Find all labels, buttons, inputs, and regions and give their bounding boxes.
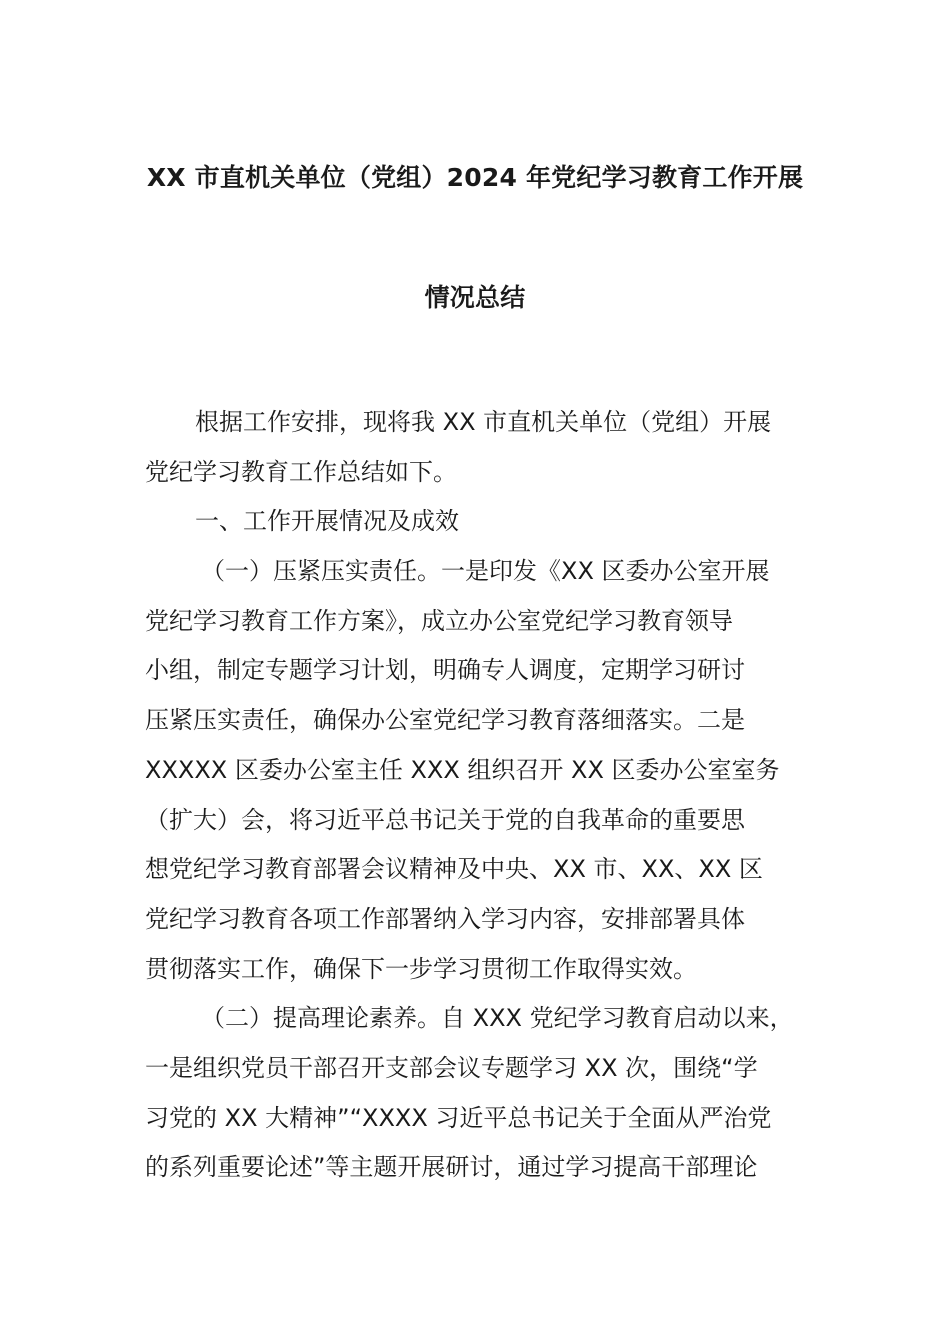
document-body (145, 404, 815, 1199)
paragraph-line: 的系列重要论述”等主题开展研讨，通过学习提高干部理论 (145, 1153, 758, 1182)
section-heading: 一、工作开展情况及成效 (195, 507, 459, 536)
paragraph-line: 党纪学习教育各项工作部署纳入学习内容，安排部署具体 (145, 904, 745, 933)
paragraph-line: 党纪学习教育工作总结如下。 (145, 457, 457, 486)
paragraph-line: 小组，制定专题学习计划，明确专人调度，定期学习研讨 (145, 656, 745, 685)
subsection-line: （一）压紧压实责任。一是印发《XX 区委办公室开展 (201, 557, 770, 586)
paragraph-line: 一是组织党员干部召开支部会议专题学习 XX 次，围绕“学 (145, 1053, 758, 1082)
paragraph-line: 党纪学习教育工作方案》，成立办公室党纪学习教育领导 (145, 606, 733, 635)
paragraph-line: 贯彻落实工作，确保下一步学习贯彻工作取得实效。 (145, 954, 697, 983)
paragraph-line: （扩大）会，将习近平总书记关于党的自我革命的重要思 (145, 805, 745, 834)
subsection-line: （二）提高理论素养。自 XXX 党纪学习教育启动以来， (201, 1004, 794, 1033)
paragraph-line: 想党纪学习教育部署会议精神及中央、XX 市、XX、XX 区 (145, 855, 763, 884)
paragraph-line: 习党的 XX 大精神”“XXXX 习近平总书记关于全面从严治党 (145, 1103, 772, 1132)
paragraph-line: 根据工作安排，现将我 XX 市直机关单位（党组）开展 (195, 408, 772, 436)
paragraph-line: XXXXX 区委办公室主任 XXX 组织召开 XX 区委办公室室务 (145, 755, 780, 784)
paragraph-line: 压紧压实责任，确保办公室党纪学习教育落细落实。二是 (145, 706, 745, 735)
document-title-line-1: XX 市直机关单位（党组）2024 年党纪学习教育工作开展 (146, 163, 804, 192)
document-title-line-2: 情况总结 (424, 283, 526, 312)
